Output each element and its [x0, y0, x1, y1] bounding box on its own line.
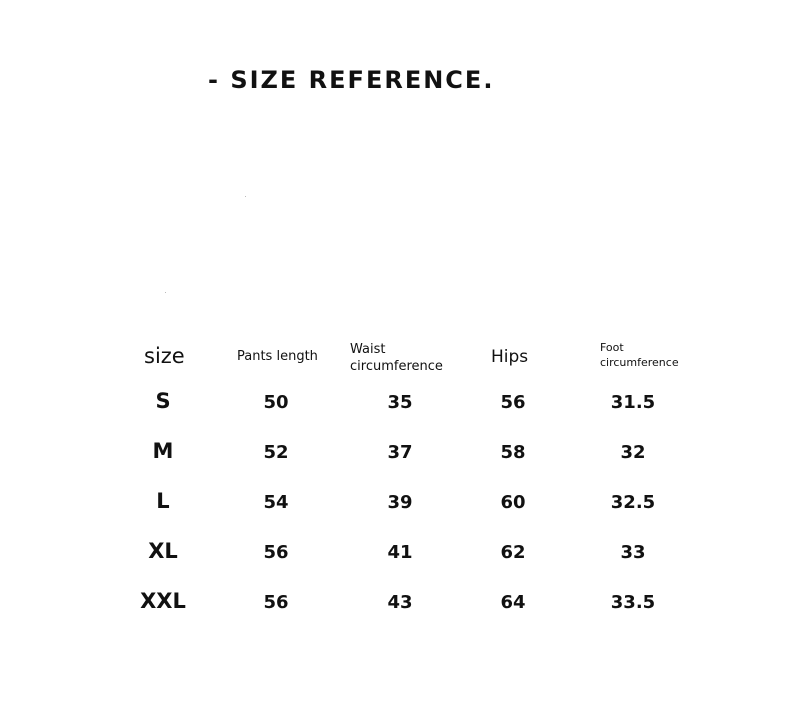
row-s-pants-length: 50 — [263, 392, 289, 413]
row-s-hips: 56 — [500, 392, 526, 413]
page-title: - SIZE REFERENCE. — [208, 66, 495, 94]
header-foot-line1: Foot — [600, 341, 624, 354]
header-size: size — [144, 344, 185, 368]
row-l-size: L — [156, 489, 170, 513]
row-l-foot: 32.5 — [610, 492, 656, 513]
row-xl-foot: 33 — [620, 542, 646, 563]
row-s-size: S — [155, 389, 171, 413]
row-l-pants-length: 54 — [263, 492, 289, 513]
row-l-waist: 39 — [387, 492, 413, 513]
row-xxl-hips: 64 — [500, 592, 526, 613]
row-s-foot: 31.5 — [610, 392, 656, 413]
row-m-waist: 37 — [387, 442, 413, 463]
row-xxl-foot: 33.5 — [610, 592, 656, 613]
header-waist-line2: circumference — [350, 359, 443, 374]
row-xxl-size: XXL — [140, 589, 186, 613]
header-waist-circumference — [350, 341, 443, 375]
row-xxl-waist: 43 — [387, 592, 413, 613]
header-foot-circumference — [600, 340, 679, 370]
row-xl-size: XL — [148, 539, 178, 563]
row-m-pants-length: 52 — [263, 442, 289, 463]
header-pants-length: Pants length — [237, 349, 318, 364]
row-m-hips: 58 — [500, 442, 526, 463]
row-m-foot: 32 — [620, 442, 646, 463]
row-l-hips: 60 — [500, 492, 526, 513]
row-xl-hips: 62 — [500, 542, 526, 563]
header-hips: Hips — [491, 347, 529, 367]
row-s-waist: 35 — [387, 392, 413, 413]
row-m-size: M — [152, 439, 174, 463]
row-xl-pants-length: 56 — [263, 542, 289, 563]
row-xxl-pants-length: 56 — [263, 592, 289, 613]
row-xl-waist: 41 — [387, 542, 413, 563]
header-foot-line2: circumference — [600, 356, 679, 369]
header-waist-line1: Waist — [350, 342, 386, 357]
